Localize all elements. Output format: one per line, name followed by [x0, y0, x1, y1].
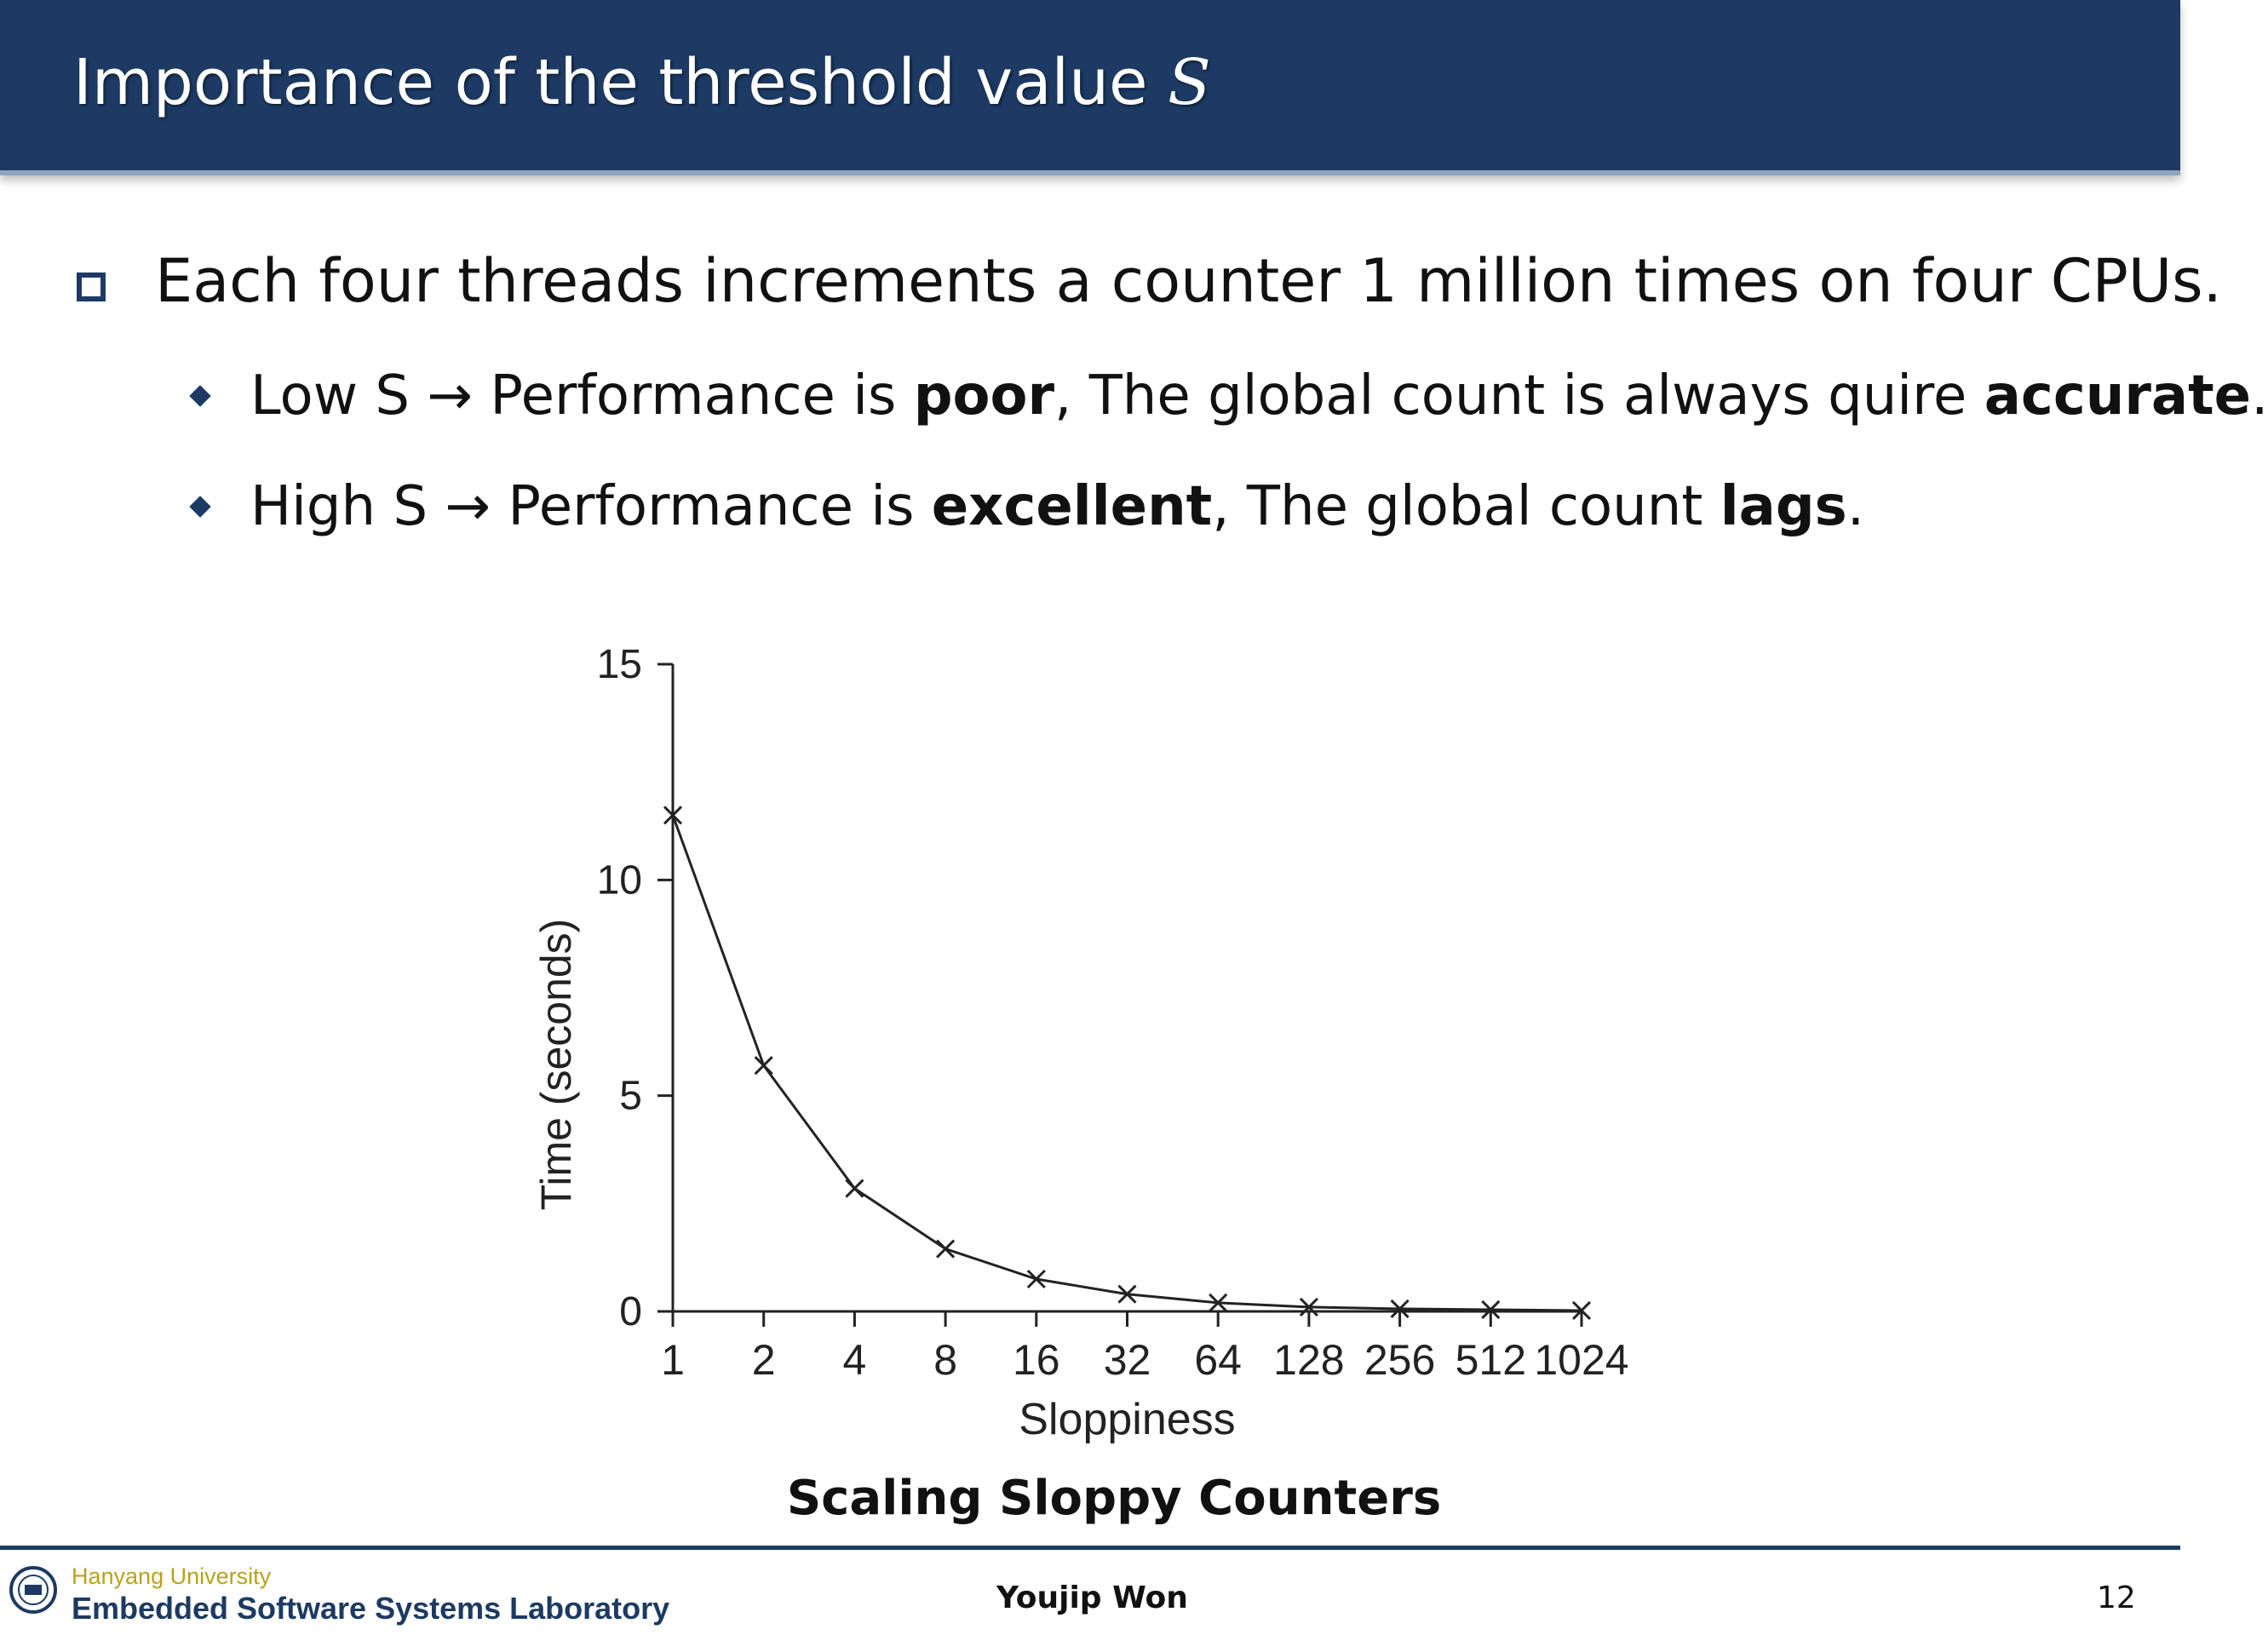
y-tick-label: 15: [596, 642, 642, 687]
x-tick-label: 64: [1194, 1336, 1243, 1384]
x-tick-label: 1: [661, 1336, 685, 1384]
data-point-marker: [937, 1241, 954, 1258]
slide-title-math: S: [1168, 46, 1211, 119]
sub-bullet-bold: lags: [1720, 475, 1847, 538]
author-name: Youjip Won: [996, 1580, 1188, 1615]
sub-bullet-lead: Low S → Performance is: [250, 364, 914, 427]
y-tick-label: 10: [596, 858, 642, 904]
x-tick-label: 4: [842, 1336, 867, 1384]
x-tick-label: 1024: [1534, 1336, 1629, 1384]
sub-bullet-bold: accurate: [1984, 364, 2252, 427]
y-tick-label: 5: [619, 1073, 642, 1119]
x-tick-label: 32: [1103, 1336, 1151, 1384]
sub-bullet-lead: High S → Performance is: [250, 475, 932, 538]
data-point-marker: [755, 1057, 772, 1074]
sub-bullet-tail: .: [2251, 364, 2268, 427]
sloppiness-chart: [511, 630, 1686, 1465]
chart-caption: Scaling Sloppy Counters: [786, 1471, 1442, 1526]
sub-bullet-bold: poor: [913, 364, 1054, 427]
x-tick-label: 128: [1273, 1336, 1345, 1384]
page-number: 12: [2097, 1580, 2136, 1615]
slide-title: [73, 44, 1211, 121]
x-axis-label: Sloppiness: [1019, 1395, 1236, 1444]
sub-bullet-mid: , The global count is always quire: [1054, 364, 1984, 427]
x-tick-label: 8: [933, 1336, 958, 1384]
x-tick-label: 512: [1455, 1336, 1527, 1384]
data-point-marker: [846, 1180, 863, 1197]
diamond-bullet-icon: [189, 385, 210, 406]
sub-bullet-text: [250, 468, 1864, 545]
y-axis-label: Time (seconds): [532, 918, 580, 1211]
university-name: Hanyang University: [72, 1563, 272, 1589]
sub-bullet-bold: excellent: [931, 475, 1213, 538]
y-tick-label: 0: [619, 1289, 642, 1334]
square-bullet-icon: [77, 272, 106, 301]
sub-bullet-tail: .: [1846, 475, 1865, 538]
diamond-bullet-icon: [189, 496, 210, 517]
slide-title-text: Importance of the threshold value: [73, 46, 1148, 119]
series-line: [673, 815, 1582, 1311]
footer-divider: [0, 1546, 2180, 1550]
x-tick-label: 256: [1364, 1336, 1436, 1384]
main-bullet-text: Each four threads increments a counter 1 million times on four CPUs.: [155, 246, 2222, 316]
sub-bullet-text: [250, 358, 2268, 434]
lab-name: Embedded Software Systems Laboratory: [72, 1591, 670, 1626]
x-tick-label: 2: [751, 1336, 776, 1384]
university-seal-icon: [9, 1565, 58, 1615]
slide-header: [0, 0, 2180, 175]
x-tick-label: 16: [1012, 1336, 1060, 1384]
sub-bullet-mid: , The global count: [1212, 475, 1720, 538]
